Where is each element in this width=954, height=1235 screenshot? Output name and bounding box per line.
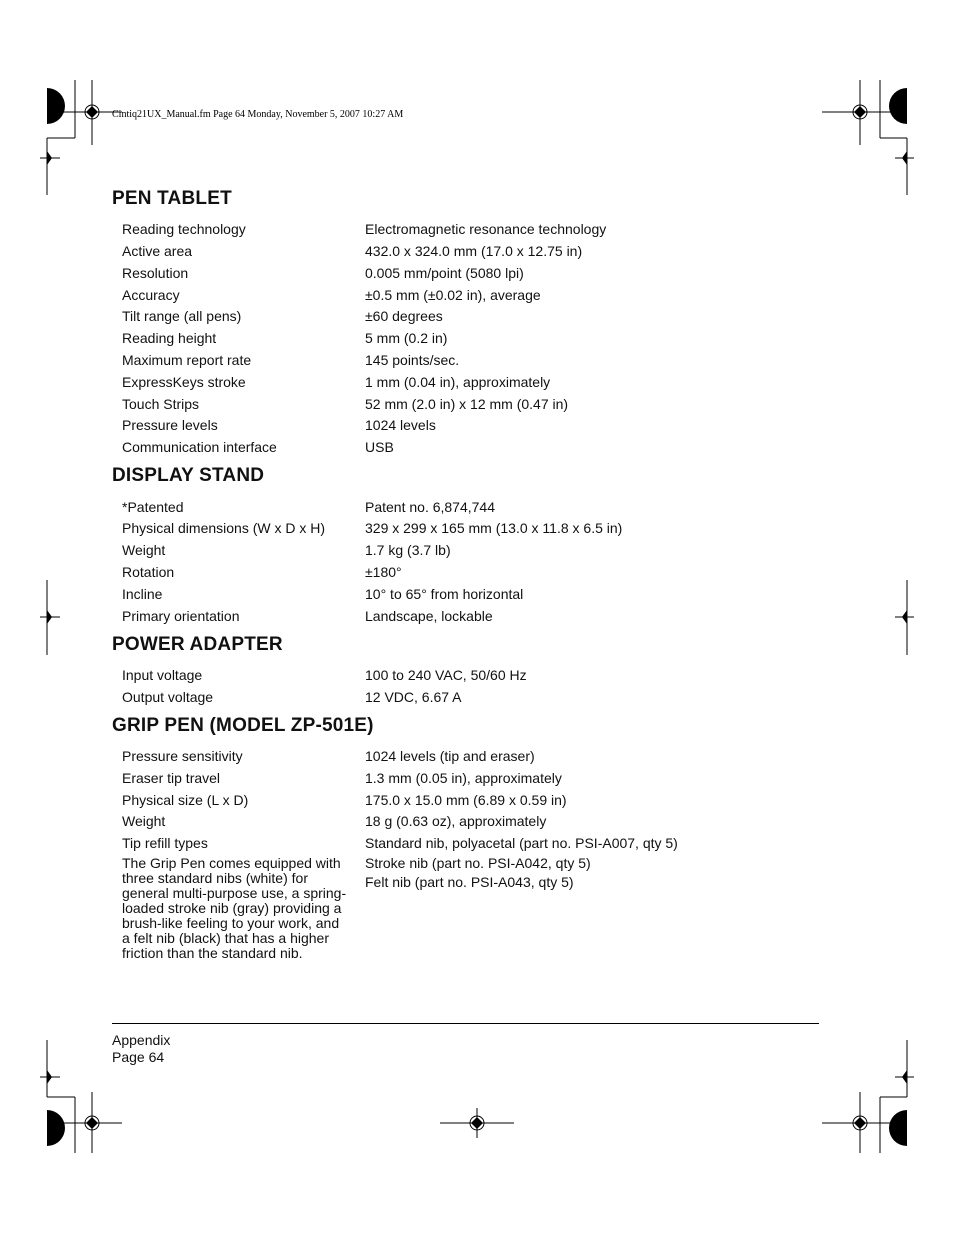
- spec-value: Standard nib, polyacetal (part no. PSI-A007, qty 5): [365, 835, 678, 851]
- spec-label: Maximum report rate: [122, 352, 252, 368]
- spec-value: Patent no. 6,874,744: [365, 499, 495, 515]
- spec-value: 0.005 mm/point (5080 lpi): [365, 265, 524, 281]
- spec-value: 10° to 65° from horizontal: [365, 586, 524, 602]
- spec-label: Reading technology: [122, 221, 246, 237]
- spec-label: Touch Strips: [122, 396, 200, 412]
- spec-value: ±0.5 mm (±0.02 in), average: [365, 287, 541, 303]
- spec-value: 18 g (0.63 oz), approximately: [365, 813, 547, 829]
- spec-label: Input voltage: [122, 667, 203, 683]
- spec-label: Active area: [122, 243, 193, 259]
- spec-value: ±180°: [365, 564, 402, 580]
- spec-value: 1024 levels (tip and eraser): [365, 748, 535, 764]
- section-title-grip-pen: GRIP PEN (MODEL ZP-501E): [112, 715, 374, 736]
- spec-label: Physical size (L x D): [122, 792, 249, 808]
- spec-label: Physical dimensions (W x D x H): [122, 520, 326, 536]
- footer-page-number: Page 64: [112, 1049, 165, 1065]
- spec-label: *Patented: [122, 499, 184, 515]
- spec-value: 432.0 x 324.0 mm (17.0 x 12.75 in): [365, 243, 583, 259]
- file-slug: Cintiq21UX_Manual.fm Page 64 Monday, November 5, 2007 10:27 AM: [112, 109, 404, 120]
- footer-section: Appendix: [112, 1032, 171, 1048]
- spec-label: Primary orientation: [122, 608, 240, 624]
- footer-rule: [112, 1023, 819, 1024]
- spec-label: Output voltage: [122, 689, 214, 705]
- spec-value: 5 mm (0.2 in): [365, 330, 448, 346]
- spec-value: 12 VDC, 6.67 A: [365, 689, 462, 705]
- spec-label: Rotation: [122, 564, 175, 580]
- section-title-display-stand: DISPLAY STAND: [112, 465, 265, 486]
- section-title-power-adapter: POWER ADAPTER: [112, 634, 283, 655]
- spec-label: Incline: [122, 586, 163, 602]
- spec-label: Weight: [122, 813, 166, 829]
- spec-value: 175.0 x 15.0 mm (6.89 x 0.59 in): [365, 792, 567, 808]
- spec-label: ExpressKeys stroke: [122, 374, 246, 390]
- spec-value: 329 x 299 x 165 mm (13.0 x 11.8 x 6.5 in): [365, 520, 623, 536]
- spec-value: 1.7 kg (3.7 lb): [365, 542, 451, 558]
- spec-label: Pressure levels: [122, 417, 218, 433]
- spec-label: Accuracy: [122, 287, 180, 303]
- spec-value: Landscape, lockable: [365, 608, 493, 624]
- section-title-pen-tablet: PEN TABLET: [112, 188, 232, 209]
- spec-label: Eraser tip travel: [122, 770, 221, 786]
- spec-label: Pressure sensitivity: [122, 748, 243, 764]
- grip-pen-note: The Grip Pen comes equipped with three standard nibs (white) for general multi-purpose use, a spring-loaded stroke nib (gray) providing a brush-like feeling to your work, and a felt nib (black) that has a higher friction than the standard nib.: [122, 855, 347, 961]
- spec-value: 1.3 mm (0.05 in), approximately: [365, 770, 562, 786]
- spec-value: 52 mm (2.0 in) x 12 mm (0.47 in): [365, 396, 569, 412]
- spec-label: Weight: [122, 542, 166, 558]
- spec-value: USB: [365, 439, 394, 455]
- spec-value: ±60 degrees: [365, 308, 443, 324]
- tip-refill-extra: Felt nib (part no. PSI-A043, qty 5): [365, 874, 574, 890]
- spec-value: 1 mm (0.04 in), approximately: [365, 374, 551, 390]
- spec-label: Reading height: [122, 330, 217, 346]
- tip-refill-extra: Stroke nib (part no. PSI-A042, qty 5): [365, 855, 591, 871]
- spec-value: 1024 levels: [365, 417, 436, 433]
- spec-label: Tip refill types: [122, 835, 208, 851]
- spec-value: 100 to 240 VAC, 50/60 Hz: [365, 667, 527, 683]
- spec-label: Communication interface: [122, 439, 277, 455]
- spec-label: Resolution: [122, 265, 189, 281]
- spec-label: Tilt range (all pens): [122, 308, 242, 324]
- spec-value: Electromagnetic resonance technology: [365, 221, 607, 237]
- spec-value: 145 points/sec.: [365, 352, 460, 368]
